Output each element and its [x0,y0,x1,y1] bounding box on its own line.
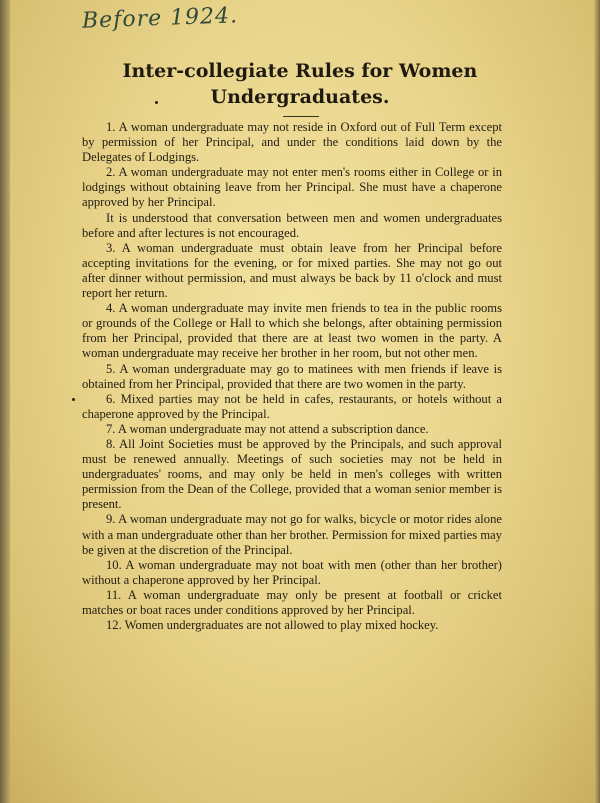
rule-paragraph: 5. A woman undergraduate may go to matinees with men friends if leave is obtained from her Principal, provided that there are two women in the party. [82,361,502,391]
rule-paragraph: 8. All Joint Societies must be approved by the Principals, and such approval must be renewed annually. Meetings of such societies may not be held in undergraduates' rooms, and may only be held in men's colleges with written permission from the Dean of the College, provided that a woman senior member is present. [82,436,502,512]
title-divider [283,116,319,117]
rule-paragraph: 4. A woman undergraduate may invite men friends to tea in the public rooms or grounds of the College or Hall to which she belongs, after obtaining permission from her Principal, provided that there are at least two women in the party. A woman undergraduate may receive her brother in her room, but not other men. [82,301,502,361]
rule-paragraph: It is understood that conversation between men and women undergraduates before and after lectures is not encouraged. [82,210,502,240]
rule-paragraph: 2. A woman undergraduate may not enter men's rooms either in College or in lodgings without obtaining leave from her Principal. She must have a chaperone approved by her Principal. [82,165,502,210]
rule-paragraph: 11. A woman undergraduate may only be present at football or cricket matches or boat races under conditions approved by her Principal. [82,587,502,617]
rule-paragraph: 7. A woman undergraduate may not attend a subscription dance. [106,421,429,436]
ink-dot [72,398,75,401]
title-line-2: Undergraduates. [210,86,390,108]
document-title [70,58,530,110]
rule-paragraph: 1. A woman undergraduate may not reside in Oxford out of Full Term except by permission of her Principal, and under the conditions laid down by the Delegates of Lodgings. [82,120,502,165]
rule-paragraph: 10. A woman undergraduate may not boat with men (other than her brother) without a chaperone approved by her Principal. [82,557,502,587]
rules-list [82,120,502,633]
rule-paragraph: 6. Mixed parties may not be held in cafes, restaurants, or hotels without a chaperone approved by the Principal. [82,391,502,421]
rule-paragraph: 12. Women undergraduates are not allowed to play mixed hockey. [106,618,439,633]
frame-left-edge [0,0,10,803]
handwritten-annotation: Before 1924. [81,3,239,34]
rule-paragraph: 3. A woman undergraduate must obtain leave from her Principal before accepting invitations for the evening, or for mixed parties. She may not go out after dinner without permission, and must always be back by 11 o'clock and must report her return. [82,240,502,301]
rule-paragraph: 9. A woman undergraduate may not go for walks, bicycle or motor rides alone with a man undergraduate other than her brother. Permission for mixed parties may be given at the discretion of the Principal. [82,512,502,557]
ink-dot [155,101,158,104]
title-line-1: Inter-collegiate Rules for Women [122,60,478,82]
frame-right-edge [594,0,600,803]
